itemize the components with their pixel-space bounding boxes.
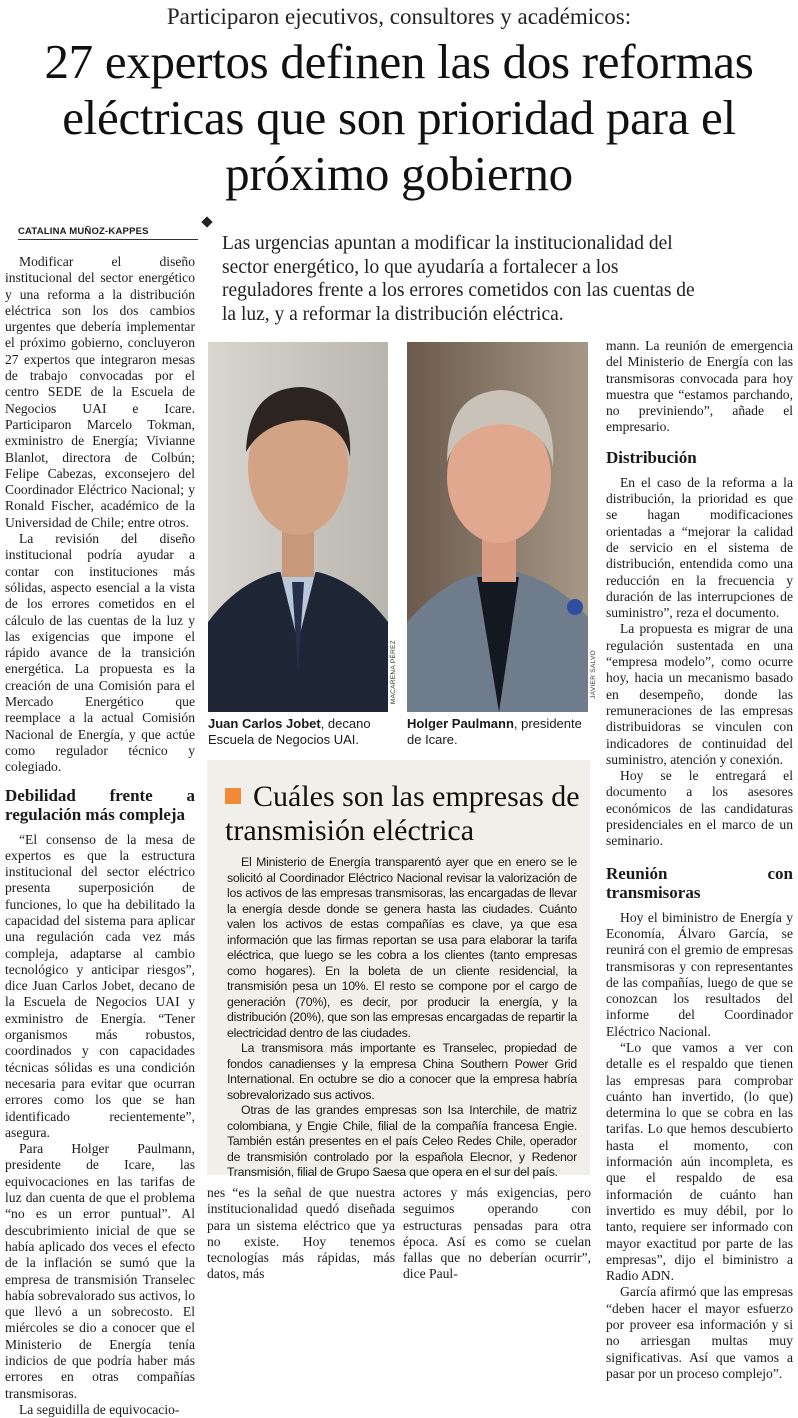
- paragraph: mann. La reunión de emergencia del Ministerio de Energía con las transmisoras convocada para hoy muestra que “estamos parchando, no previniendo”, añade el empresario.: [606, 338, 793, 435]
- subhead: Distribución: [606, 447, 697, 467]
- paragraph: La seguidilla de equivocacio-: [19, 1401, 180, 1417]
- box-title: Cuáles son las empresas de transmisión eléctrica: [225, 780, 580, 847]
- photo-caption: [208, 716, 390, 747]
- subhead: Debilidad frente a regulación más compleja: [5, 785, 195, 824]
- bottom-column-1: [207, 1185, 395, 1283]
- caption-text: , decano Escuela de Negocios UAI.: [208, 716, 371, 747]
- byline: CATALINA MUÑOZ-KAPPES: [18, 226, 198, 240]
- paragraph: Hoy el biministro de Energía y Economía, Álvaro García, se reunirá con el gremio de empresas transmisoras y con representantes de las compañías, luego de que se conozcan los resultados del informe del Coordinador Eléctrico Nacional.: [606, 909, 793, 1039]
- kicker: Participaron ejecutivos, consultores y académicos:: [166, 4, 632, 29]
- diamond-ornament: [201, 216, 212, 227]
- sidebar-box: [207, 760, 590, 1179]
- photo-paulmann: [407, 342, 588, 712]
- box-body: [227, 855, 577, 1181]
- paragraph: “Lo que vamos a ver con detalle es el respaldo que tienen las empresas para comprobar cuánto han invertido, (lo que) determina lo que se cobra en las tarifas. Lo que hemos descubierto hasta el momento, con información aún incompleta, es que el respaldo de esa información de cuánto han invertido es muy débil, por lo tanto, requiere ser informado con mayor exactitud por parte de las empresas”, dijo el biministro a Radio ADN.: [606, 1039, 793, 1284]
- right-column: [606, 338, 793, 1382]
- paragraph: nes “es la señal de que nuestra institucionalidad quedó diseñada para un sistema eléctrico que ya no existe. Hoy tenemos tecnologías más rápidas, más datos, más: [207, 1185, 395, 1282]
- paragraph: Otras de las grandes empresas son Isa Interchile, de matriz colombiana, y Engie Chile, filial de la compañía francesa Engie. También están presentes en el país Celeo Redes Chile, operador de transmisión controlado por la española Elecnor, y Redenor Transmisión, filial de Grupo Saesa que opera en el sur del país.: [227, 1103, 577, 1179]
- subhead: Reunión con transmisoras: [606, 863, 793, 902]
- paragraph: El Ministerio de Energía transparentó ayer que en enero se le solicitó al Coordinador Eléctrico Nacional revisar la valorización de los activos de las empresas transmisoras, las encargadas de llevar la energía desde donde se genera hasta las ciudades. Cuánto valen los activos de estas compañías es clave, ya que esa información que las firmas reportan se usa para elaborar la tarifa eléctrica, que luego se les cobra a los clientes (tanto empresas como hogares). En la boleta de un cliente residencial, la transmisión pesa un 10%. El resto se compone por el cargo de generación (70%), es decir, por producir la energía, y la distribución (20%), que son las empresas encargadas de repartir la electricidad dentro de las ciudades.: [227, 855, 577, 1040]
- paragraph: En el caso de la reforma a la distribución, la prioridad es que se hagan modificaciones orientadas a “mejorar la calidad de servicio en el sistema de distribución, entendida como una reducción en la frecuencia y duración de las interrupciones de suministro”, reza el documento.: [606, 474, 793, 621]
- orange-square-icon: [225, 788, 241, 804]
- photo-credit: JAVIER SALVO: [590, 650, 597, 699]
- paragraph: “El consenso de la mesa de expertos es que la estructura institucional del sector eléctrico presenta superposición de funciones, lo que ha debilitado la capacidad del sistema para aplicar una regulación cada vez más compleja, adaptarse al cambio tecnológico y anticipar riesgos”, dice Juan Carlos Jobet, decano de la Escuela de Negocios UAI y exministro de Energía. “Tener organismos más robustos, coordinados y con capacidades técnicas sólidas es una condición necesaria para evitar que ocurran errores como los que se han identificado recientemente”, asegura.: [5, 831, 195, 1140]
- paragraph: La transmisora más importante es Transelec, propiedad de fondos canadienses y la empresa China Southern Power Grid International. En octubre se dio a conocer que la empresa habría sobrevalorizado sus activos.: [227, 1041, 577, 1102]
- photo-jobet: [208, 342, 388, 712]
- paragraph: Para Holger Paulmann, presidente de Icare, las equivocaciones en las tarifas de luz dan cuenta de que el problema “no es un error puntual”. Al descubrimiento inicial de que se había aplicado dos veces el efecto de la inflación se sumó que la empresa de transmisión Transelec había sobrevalorado sus activos, lo que llevó a un sobrecosto. El miércoles se dio a conocer que el Ministerio de Energía tenía indicios de que podría haber más errores en otras compañías transmisoras.: [5, 1141, 195, 1401]
- photo-credit: MACARENA PÉREZ: [390, 640, 397, 705]
- caption-text: , presidente de Icare.: [407, 716, 582, 747]
- photo-caption: [407, 716, 589, 747]
- caption-name: Holger Paulmann: [407, 716, 514, 731]
- paragraph: La propuesta es migrar de una regulación sustentada en una “empresa modelo”, como ocurre hoy, hacia un mecanismo basado en desempeño, donde las remuneraciones de las empresas distribuidoras se vinculen con indicadores de continuidad del suministro, atención y conexión.: [606, 621, 793, 767]
- bottom-column-2: [403, 1185, 591, 1283]
- left-column: [5, 254, 195, 1418]
- paragraph: Modificar el diseño institucional del sector energético y una reforma a la distribución eléctrica son los dos cambios urgentes que debería implementar el próximo gobierno, concluyeron 27 expertos que integraron mesas de trabajo convocadas por el centro SEDE de la Escuela de Negocios UAI e Icare. Participaron Marcelo Tokman, exministro de Energía; Vivianne Blanlot, directora de Colbún; Felipe Cabezas, exconsejero del Coordinador Eléctrico Nacional; y Ronald Fischer, académico de la Universidad de Chile; entre otros.: [5, 254, 195, 530]
- deck: Las urgencias apuntan a modificar la institucionalidad del sector energético, lo que ayudaría a fortalecer a los reguladores frente a los errores cometidos con las cuentas de la luz, y a reformar la distribución eléctrica.: [222, 233, 695, 325]
- paragraph: La revisión del diseño institucional podría ayudar a contar con instituciones más sólidas, aspecto esencial a la vista de los errores cometidos en el cálculo de las cuentas de la luz y las exigencias que impone el rápido avance de la transición energética. La propuesta es la creación de una Comisión para el Mercado Energético que reemplace a la actual Comisión Nacional de Energía, y que actúe como regulador técnico y colegiado.: [5, 531, 195, 775]
- paragraph: actores y más exigencias, pero seguimos operando con estructuras pensadas para otra época. Así es como se cuelan fallas que no deberían ocurrir”, dice Paul-: [403, 1185, 591, 1282]
- caption-name: Juan Carlos Jobet: [208, 716, 321, 731]
- headline: 27 expertos definen las dos reformas eléctricas que son prioridad para el próximo gobierno: [44, 34, 754, 201]
- paragraph: García afirmó que las empresas “deben hacer el mayor esfuerzo por proveer esa información y si no arriesgan multas muy significativas. Así que vamos a pasar por un proceso complejo”.: [606, 1284, 793, 1381]
- paragraph: Hoy se le entregará el documento a los asesores económicos de las candidaturas presidenciales en el marco de un seminario.: [606, 768, 793, 849]
